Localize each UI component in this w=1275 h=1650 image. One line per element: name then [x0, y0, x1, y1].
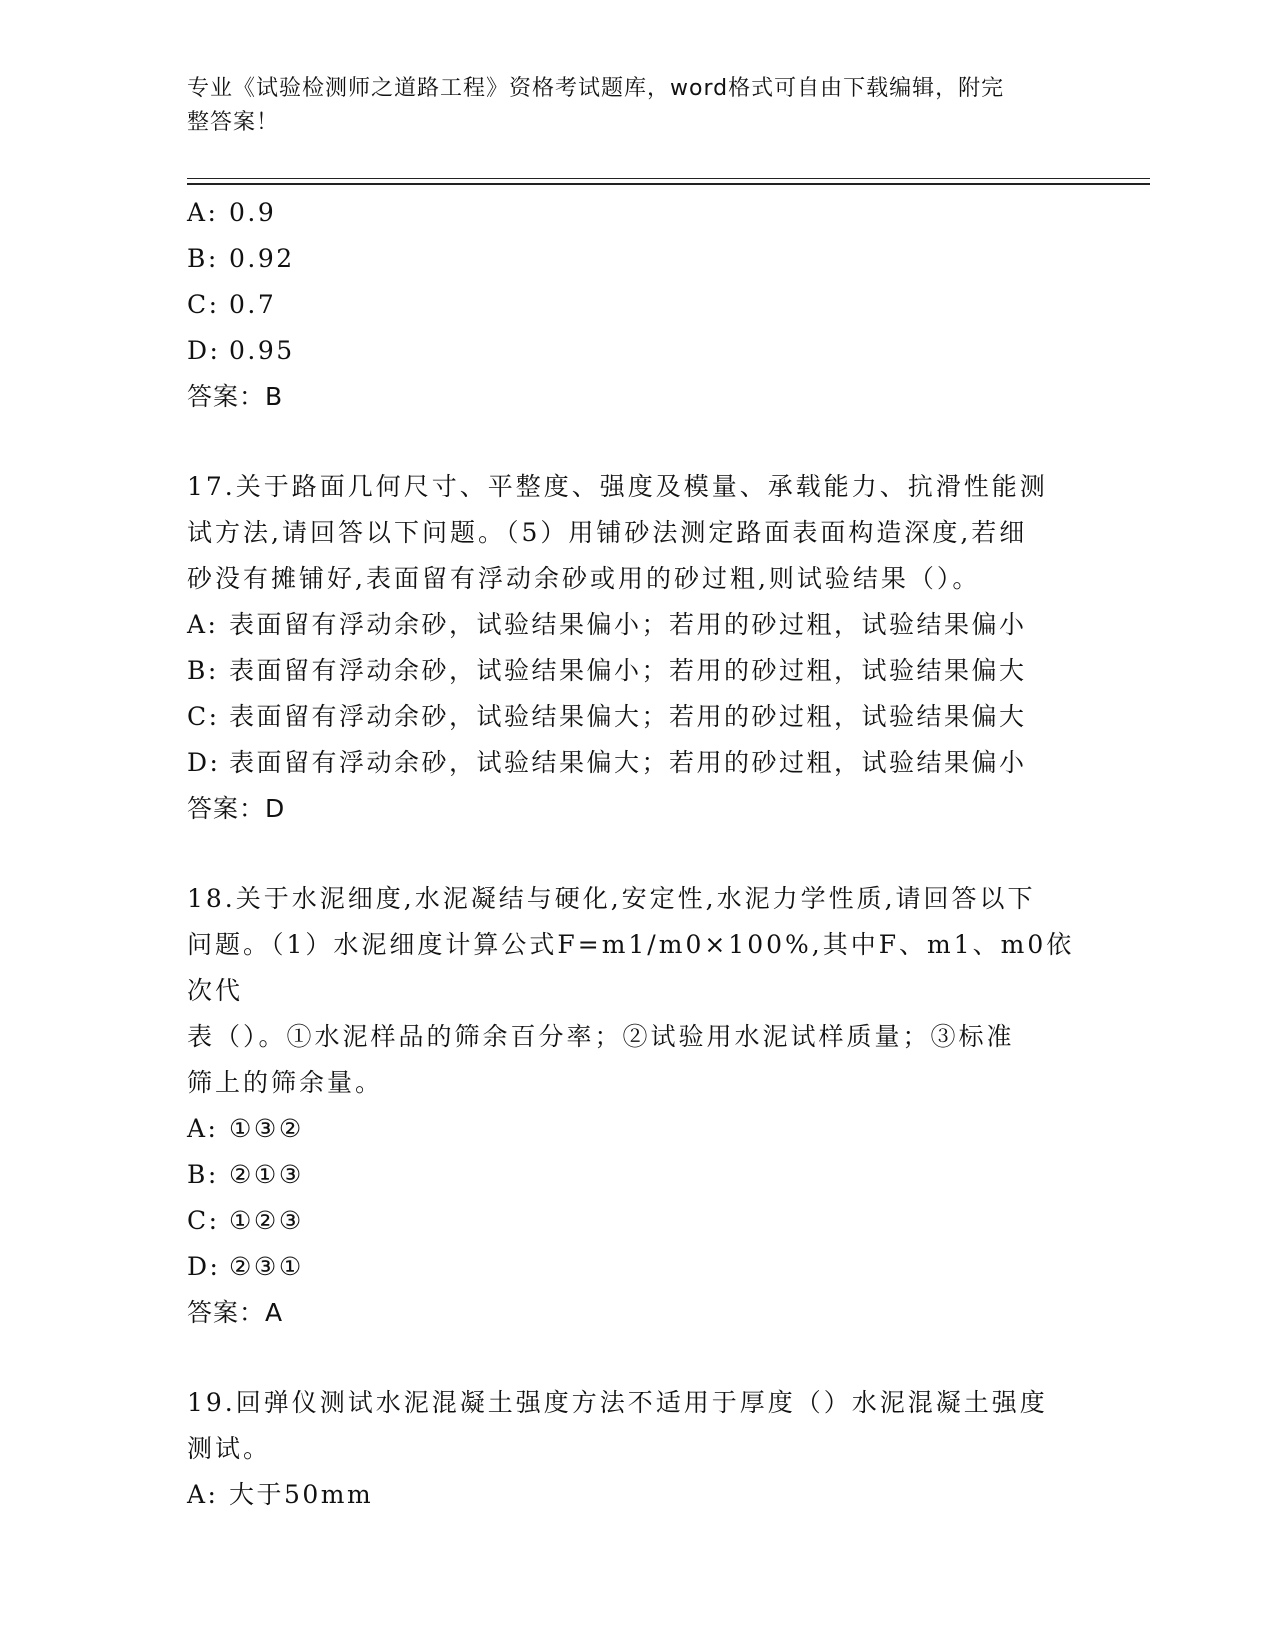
- header-line-2: 整答案！: [187, 110, 280, 135]
- option-c: [187, 694, 1087, 740]
- option-text: 0.92: [229, 244, 295, 273]
- option-text: 0.95: [229, 336, 295, 365]
- option-a: [187, 1472, 1087, 1518]
- option-b: [187, 236, 1087, 282]
- option-key: B:: [187, 244, 219, 273]
- option-key: C:: [187, 702, 220, 731]
- answer-line: 答案：B: [187, 382, 284, 411]
- option-key: A:: [187, 610, 219, 639]
- option-text: ①②③: [229, 1206, 304, 1235]
- option-key: D:: [187, 748, 221, 777]
- option-key: C:: [187, 1206, 220, 1235]
- option-d: [187, 328, 1087, 374]
- stem-line: 问题。（1）水泥细度计算公式F=m1/m0×100%,其中F、m1、m0依次代: [187, 930, 1075, 1005]
- option-b: [187, 648, 1087, 694]
- header-line-1: 专业《试验检测师之道路工程》资格考试题库，word格式可自由下载编辑，附完: [187, 76, 1005, 101]
- option-key: B:: [187, 1160, 219, 1189]
- option-a: [187, 602, 1087, 648]
- question-stem: [187, 464, 1087, 602]
- option-text: 表面留有浮动余砂，试验结果偏大；若用的砂过粗，试验结果偏大: [229, 702, 1027, 731]
- option-key: D:: [187, 336, 221, 365]
- option-c: [187, 282, 1087, 328]
- option-text: ①③②: [229, 1114, 304, 1143]
- option-text: ②①③: [229, 1160, 304, 1189]
- question-19: [187, 1380, 1087, 1518]
- question-stem: [187, 1380, 1087, 1472]
- option-text: 大于50mm: [229, 1480, 374, 1509]
- stem-line: 测试。: [187, 1434, 272, 1463]
- option-key: B:: [187, 656, 219, 685]
- option-a: [187, 1106, 1087, 1152]
- option-text: ②③①: [229, 1252, 304, 1281]
- stem-line: 筛上的筛余量。: [187, 1068, 384, 1097]
- option-text: 表面留有浮动余砂，试验结果偏小；若用的砂过粗，试验结果偏小: [229, 610, 1027, 639]
- option-b: [187, 1152, 1087, 1198]
- question-list: [187, 190, 1087, 1518]
- option-key: A:: [187, 1114, 219, 1143]
- stem-line: 17.关于路面几何尺寸、平整度、强度及模量、承载能力、抗滑性能测: [187, 472, 1048, 501]
- option-d: [187, 740, 1087, 786]
- option-d: [187, 1244, 1087, 1290]
- option-text: 0.7: [229, 290, 277, 319]
- answer-line: 答案：D: [187, 794, 286, 823]
- option-text: 表面留有浮动余砂，试验结果偏大；若用的砂过粗，试验结果偏小: [229, 748, 1027, 777]
- option-key: A:: [187, 198, 219, 227]
- option-a: [187, 190, 1087, 236]
- header-divider-thick: [187, 183, 1150, 185]
- stem-line: 砂没有摊铺好,表面留有浮动余砂或用的砂过粗,则试验结果（）。: [187, 564, 981, 593]
- option-key: D:: [187, 1252, 221, 1281]
- option-text: 0.9: [229, 198, 277, 227]
- question-stem: [187, 876, 1087, 1106]
- option-key: C:: [187, 290, 220, 319]
- option-key: A:: [187, 1480, 219, 1509]
- stem-line: 18.关于水泥细度,水泥凝结与硬化,安定性,水泥力学性质,请回答以下: [187, 884, 1036, 913]
- question-18: [187, 876, 1087, 1336]
- option-text: 表面留有浮动余砂，试验结果偏小；若用的砂过粗，试验结果偏大: [229, 656, 1027, 685]
- header-divider-thin: [187, 178, 1150, 179]
- stem-line: 表（）。①水泥样品的筛余百分率；②试验用水泥试样质量；③标准: [187, 1022, 1015, 1051]
- question-17: [187, 464, 1087, 832]
- question-16: [187, 190, 1087, 420]
- answer-line: 答案：A: [187, 1298, 284, 1327]
- document-header: [187, 72, 1067, 140]
- option-c: [187, 1198, 1087, 1244]
- stem-line: 19.回弹仪测试水泥混凝土强度方法不适用于厚度（）水泥混凝土强度: [187, 1388, 1048, 1417]
- stem-line: 试方法,请回答以下问题。（5）用铺砂法测定路面表面构造深度,若细: [187, 518, 1028, 547]
